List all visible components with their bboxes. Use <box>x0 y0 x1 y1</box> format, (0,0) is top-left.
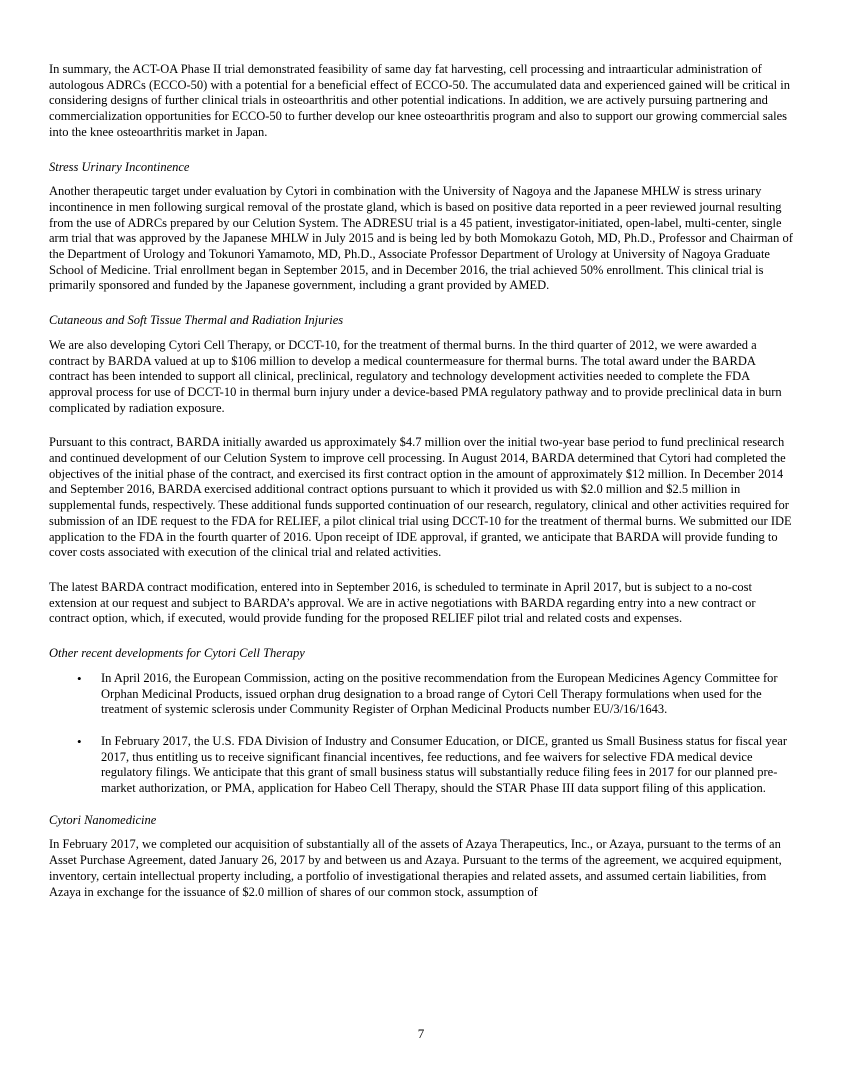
list-item-text: In February 2017, the U.S. FDA Division of Industry and Consumer Education, or DICE, granted us Small Business status for fiscal year 2017, thus entitling us to receive significant financial incentives, fee reductions, and fee waivers for selective FDA medical device regulatory filings. We anticipate that this grant of small business status will substantially reduce filing fees in 2017 for our planned pre-market authorization, or PMA, application for Habeo Cell Therapy, should the STAR Phase III data support filing of this application. <box>101 733 788 796</box>
paragraph-stress-urinary-incontinence: Another therapeutic target under evaluation by Cytori in combination with the University of Nagoya and the Japanese MHLW is stress urinary incontinence in men following surgical removal of the prostate gland, which is based on positive data reported in a peer reviewed journal resulting from the use of ADRCs prepared by our Celution System. The ADRESU trial is a 45 patient, investigator-initiated, open-label, multi-center, single arm trial that was approved by the Japanese MHLW in July 2015 and is being led by both Momokazu Gotoh, MD, Ph.D., Professor and Chairman of the Department of Urology and Tokunori Yamamoto, MD, Ph.D., Associate Professor Department of Urology at University of Nagoya Graduate School of Medicine. Trial enrollment began in September 2015, and in December 2016, the trial achieved 50% enrollment. This clinical trial is primarily sponsored and funded by the Japanese government, including a grant provided by AMED. <box>49 184 793 293</box>
list-item <box>49 734 795 797</box>
paragraph-azaya-acquisition: In February 2017, we completed our acquisition of substantially all of the assets of Azaya Therapeutics, Inc., or Azaya, pursuant to the terms of an Asset Purchase Agreement, dated January 26, 2017 by and between us and Azaya. Pursuant to the terms of the agreement, we acquired equipment, inventory, certain intellectual property including, a portfolio of investigational therapies and related assets, and assumed certain liabilities, from Azaya in exchange for the issuance of $2.0 million of shares of our common stock, assumption of <box>49 837 782 899</box>
document-page <box>49 62 795 919</box>
paragraph-barda-contract: Pursuant to this contract, BARDA initially awarded us approximately $4.7 million over the initial two-year base period to fund preclinical research and continued development of our Celution System to improve cell processing. In August 2014, BARDA determined that Cytori had completed the objectives of the initial phase of the contract, and exercised its first contract option in the amount of approximately $12 million. In December 2014 and September 2016, BARDA exercised additional contract options pursuant to which it provided us with $2.0 million and $2.5 million in supplemental funds, respectively. These additional funds supported continuation of our research, regulatory, clinical and other activities required for submission of an IDE request to the FDA for RELIEF, a pilot clinical trial using DCCT-10 for the treatment of thermal burns. We submitted our IDE application to the FDA in the fourth quarter of 2016. Upon receipt of IDE approval, if granted, we anticipate that BARDA will provide funding to cover costs associated with execution of the clinical trial and related activities. <box>49 435 792 560</box>
paragraph-summary: In summary, the ACT-OA Phase II trial demonstrated feasibility of same day fat harvesting, cell processing and intraarticular administration of autologous ADRCs (ECCO-50) with a potential for a beneficial effect of ECCO-50. The accumulated data and experienced gained will be critical in considering designs of further clinical trials in osteoarthritis and other potential indications. In addition, we are actively pursuing partnering and commercialization opportunities for ECCO-50 to further develop our knee osteoarthritis program and also to support our growing commercial sales into the knee osteoarthritis market in Japan. <box>49 62 790 139</box>
bullet-marker: • <box>77 670 82 686</box>
heading-other-developments: Other recent developments for Cytori Cell Therapy <box>49 646 305 661</box>
heading-cytori-nanomedicine: Cytori Nanomedicine <box>49 812 157 827</box>
page-number: 7 <box>417 1026 425 1041</box>
paragraph-barda-modification: The latest BARDA contract modification, entered into in September 2016, is scheduled to terminate in April 2017, but is subject to a no-cost extension at our request and subject to BARDA’s approval. We are in active negotiations with BARDA regarding entry into a new contract or contract option, which, if executed, would provide funding for the proposed RELIEF pilot trial and related costs and expenses. <box>49 579 756 626</box>
bullet-list <box>49 671 795 797</box>
heading-thermal-radiation-injuries: Cutaneous and Soft Tissue Thermal and Radiation Injuries <box>49 313 344 328</box>
list-item-text: In April 2016, the European Commission, acting on the positive recommendation from the European Medicines Agency Committee for Orphan Medicinal Products, issued orphan drug designation to a broad range of Cytori Cell Therapy formulations when used for the treatment of systemic sclerosis under Community Register of Orphan Medicinal Products number EU/3/16/1643. <box>101 670 778 717</box>
bullet-marker: • <box>77 733 82 749</box>
paragraph-thermal-burns: We are also developing Cytori Cell Therapy, or DCCT-10, for the treatment of thermal burns. In the third quarter of 2012, we were awarded a contract by BARDA valued at up to $106 million to develop a medical countermeasure for thermal burns. The total award under the BARDA contract has been intended to support all clinical, preclinical, regulatory and technology development activities needed to complete the FDA approval process for use of DCCT-10 in thermal burn injury under a device-based PMA regulatory pathway and to provide preclinical data in burn complicated by radiation exposure. <box>49 337 782 415</box>
heading-stress-urinary-incontinence: Stress Urinary Incontinence <box>49 159 190 174</box>
list-item <box>49 671 795 718</box>
